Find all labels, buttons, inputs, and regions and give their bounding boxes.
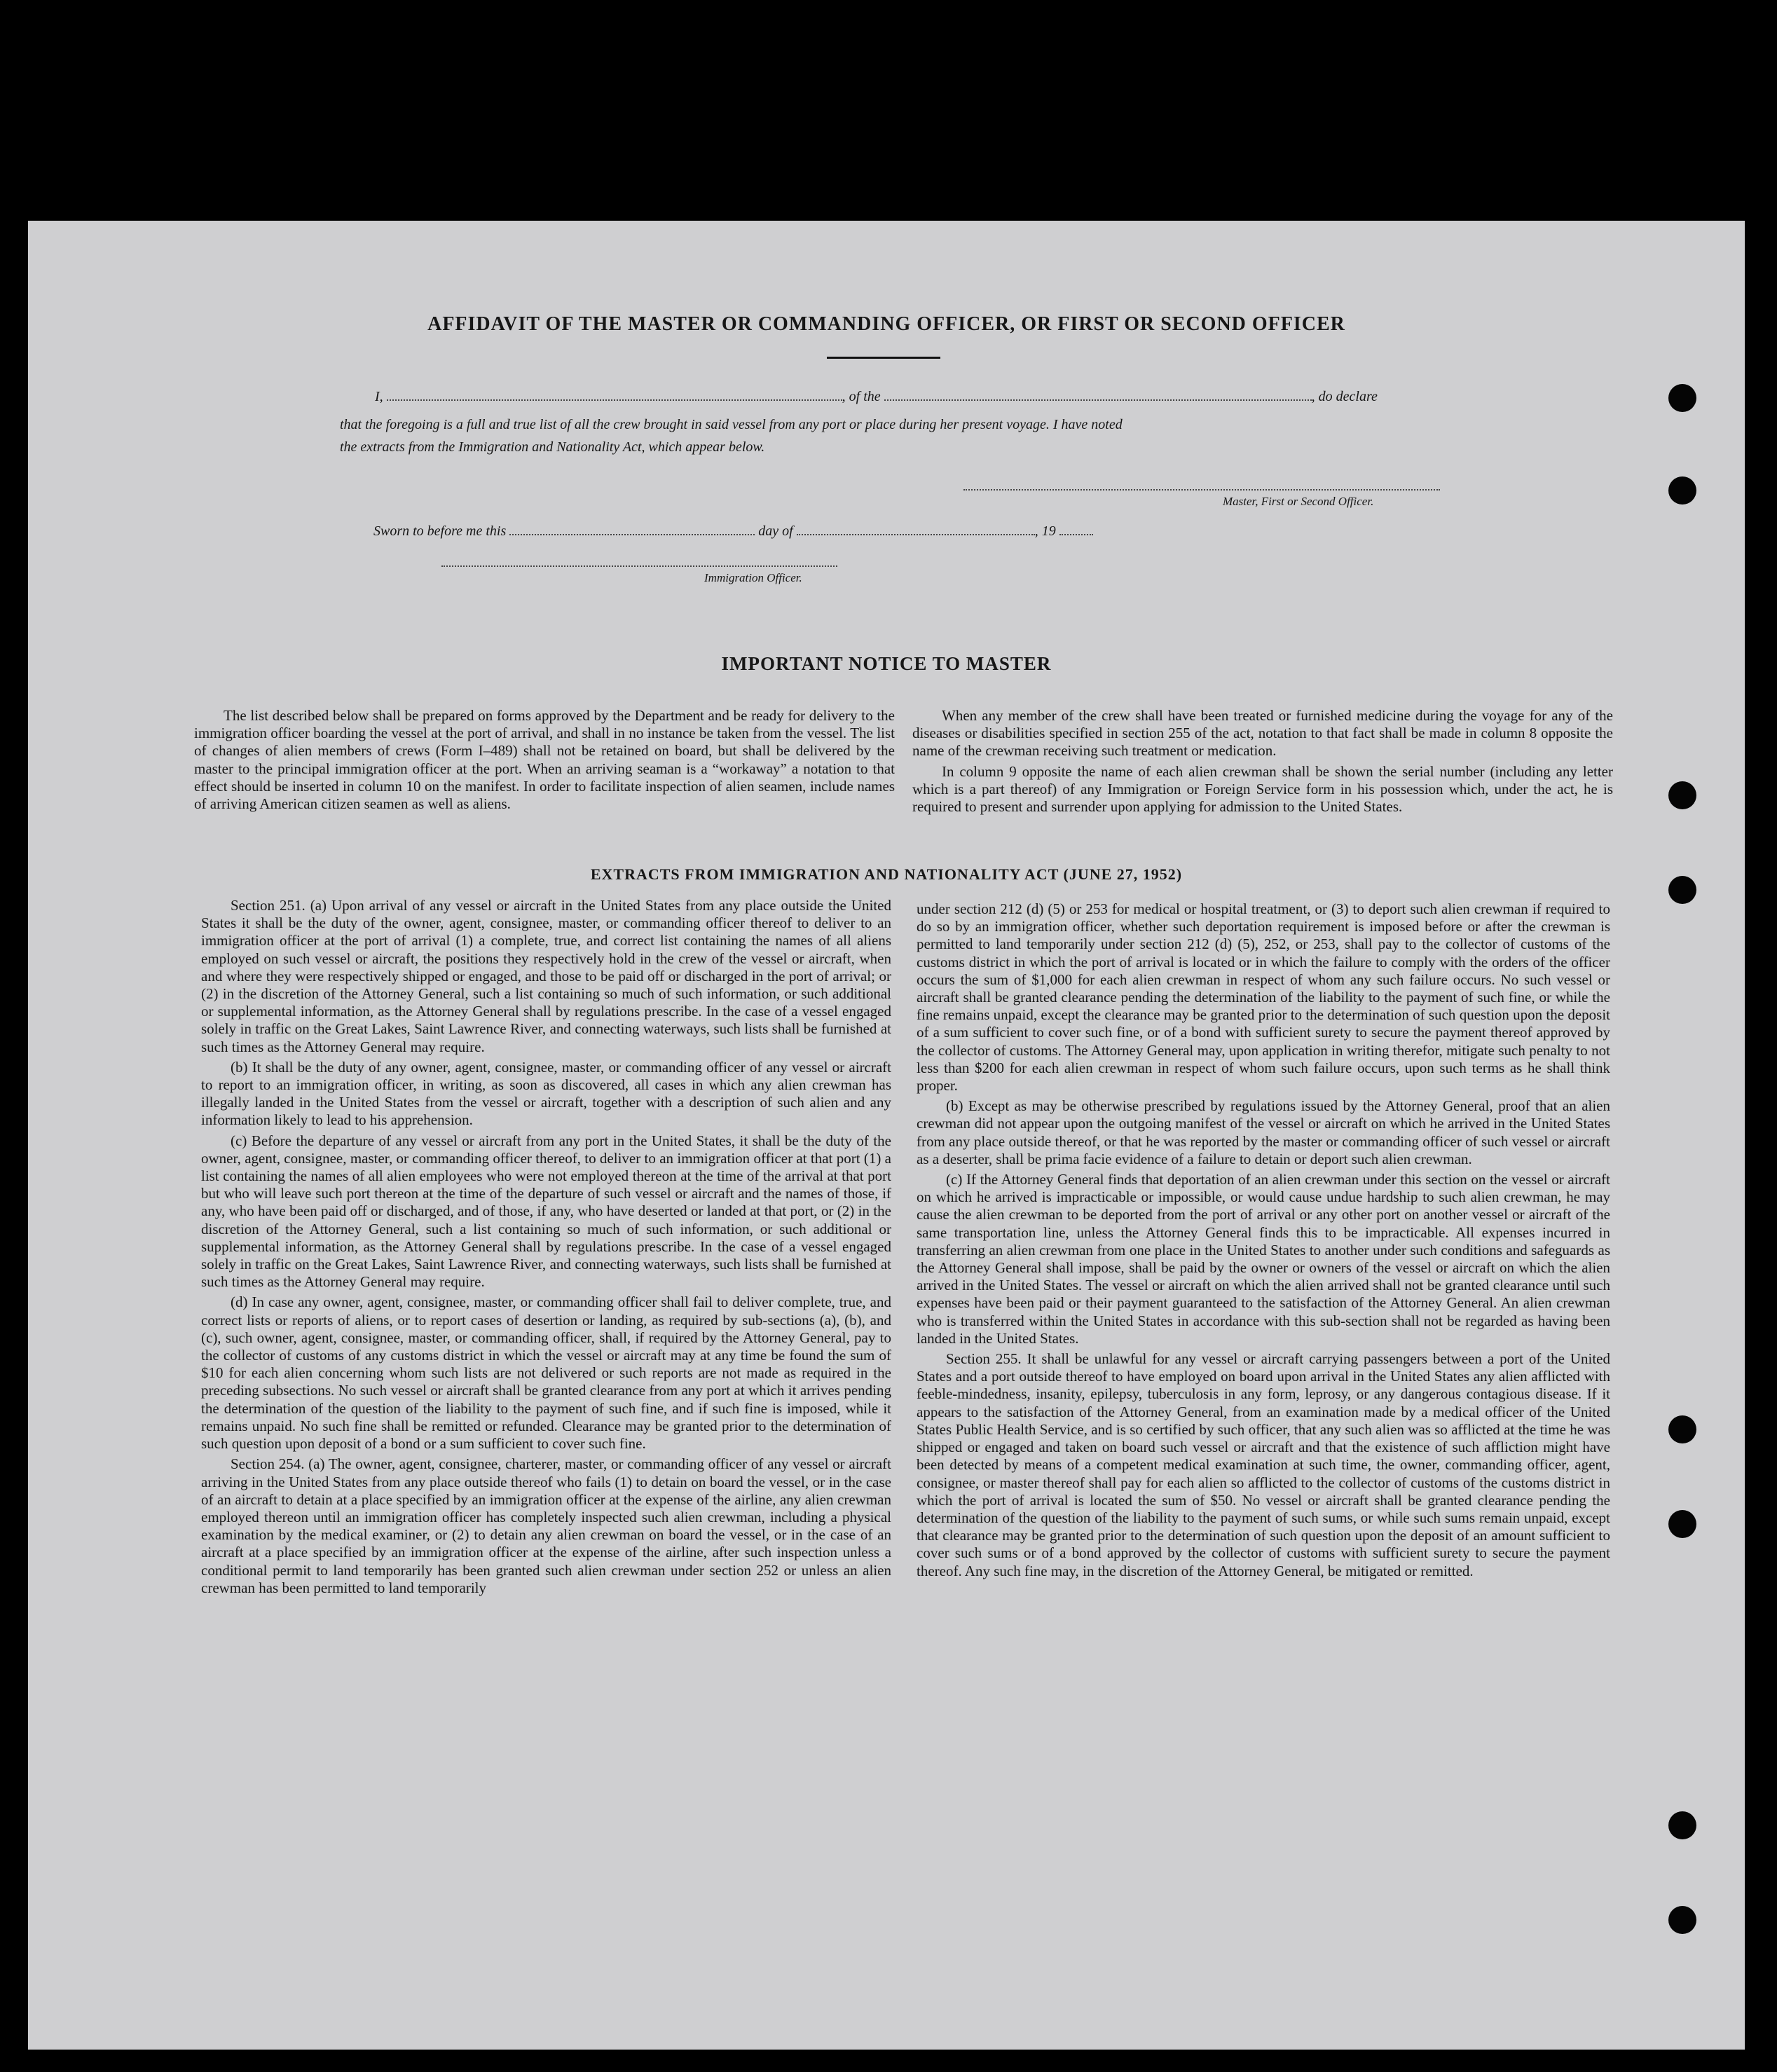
officer-caption: Immigration Officer. <box>704 571 802 584</box>
section-254-c: (c) If the Attorney General finds that deportation of an alien crewman under this section on the vessel or aircraft on which he arrived is impracticable or impossible, or would cause undue hardship to such alien crewman, he may cause the alien crewman to be deported from the port of arrival or any other port on another vessel or aircraft of the same transportation line, unless the Attorney General finds this to be impracticable. All expenses incurred in transferring an alien crewman from one place in the United States to another under such conditions and safeguards as the Attorney General shall impose, shall be paid by the owner or owners of the vessel or aircraft on which the alien arrived in the United States. The vessel or aircraft on which the alien arrived shall not be granted clearance until such expenses have been paid or their payment guaranteed to the satisfaction of the Attorney General. An alien crewman who is transferred within the United States in accordance with this sub-section shall not be regarded as having been landed in the United States. <box>917 1171 1610 1347</box>
punch-hole <box>1668 1415 1696 1443</box>
notice-left-column <box>194 707 895 816</box>
day-of-label: day of <box>758 523 793 539</box>
title-rule <box>827 357 940 359</box>
declaration-text-1: that the foregoing is a full and true list of all the crew brought in said vessel from any port or place during her present voyage. I have noted <box>340 417 1123 432</box>
section-254-b: (b) Except as may be otherwise prescribed by regulations issued by the Attorney General, proof that an alien crewman did not appear upon the outgoing manifest of the vessel or aircraft on which he arrived in the United States from any place outside thereof, or that he was reported by the master or commanding officer of such vessel or aircraft as a deserter, shall be prima facie evidence of a failure to detain or deport such alien crewman. <box>917 1097 1610 1167</box>
punch-hole <box>1668 781 1696 809</box>
notice-title: IMPORTANT NOTICE TO MASTER <box>721 653 1052 674</box>
master-signature-line[interactable] <box>963 489 1440 490</box>
declaration-line <box>375 389 1378 405</box>
master-caption: Master, First or Second Officer. <box>1223 495 1374 508</box>
extracts-left-column <box>201 897 891 1600</box>
punch-hole <box>1668 1811 1696 1839</box>
notice-right-column <box>912 707 1613 818</box>
section-251-b: (b) It shall be the duty of any owner, agent, consignee, master, or commanding officer of any vessel or aircraft to report to an immigration officer, in writing, as soon as discovered, all cases in which any alien crewman has illegally landed in the United States from the vessel or aircraft, together with a description of such alien and any information likely to lead to his apprehension. <box>201 1058 891 1129</box>
sworn-line <box>373 523 1093 540</box>
affidavit-title: AFFIDAVIT OF THE MASTER OR COMMANDING OFFICER, OR FIRST OR SECOND OFFICER <box>427 313 1345 335</box>
extracts-title: EXTRACTS FROM IMMIGRATION AND NATIONALITY ACT (JUNE 27, 1952) <box>590 865 1183 883</box>
section-251-d: (d) In case any owner, agent, consignee, master, or commanding officer shall fail to deliver complete, true, and correct lists or reports of aliens, or to report cases of desertion or landing, as required by sub-sections (a), (b), and (c), such owner, agent, consignee, master, or commanding officer, shall, if required by the Attorney General, pay to the collector of customs of any customs district in which the vessel or aircraft may at any time be found the sum of $10 for each alien concerning whom such lists are not delivered or such reports are not made as required in the preceding subsections. No such vessel or aircraft shall be granted clearance from any port at which it arrives pending the determination of the question of the liability to the payment of such fine, and if such fine is imposed, while it remains unpaid. No such fine shall be remitted or refunded. Clearance may be granted prior to the determination of such question upon deposit of a bond or a sum sufficient to cover such fine. <box>201 1294 891 1453</box>
section-251-a: Section 251. (a) Upon arrival of any vessel or aircraft in the United States from any place outside the United States it shall be the duty of the owner, agent, consignee, master, or commanding officer thereof to deliver to an immigration officer at the port of arrival (1) a complete, true, and correct list containing the names of all aliens employed on such vessel or aircraft, the positions they respectively hold in the crew of the vessel or aircraft, when and where they were respectively shipped or engaged, and those to be paid off or discharged in the port of arrival; or (2) in the discretion of the Attorney General, such a list containing so much of such information, or such additional or supplemental information, as the Attorney General shall by regulations prescribe. In the case of a vessel engaged solely in traffic on the Great Lakes, Saint Lawrence River, and connecting waterways, such lists shall be furnished at such times as the Attorney General may require. <box>201 897 891 1055</box>
vessel-field[interactable] <box>884 390 1312 401</box>
year-field[interactable] <box>1059 524 1093 535</box>
declare-i: I, <box>375 389 383 404</box>
punch-hole <box>1668 476 1696 505</box>
notice-left-paragraph: The list described below shall be prepared on forms approved by the Department and be ready for delivery to the immigration officer boarding the vessel at the port of arrival, and shall in no instance be taken from the vessel. The list of changes of alien members of crews (Form I–489) shall not be retained on board, but shall be delivered by the master to the principal immigration officer at the port. When an arriving seaman is a “workaway” a notation to that effect should be inserted in column 10 on the manifest. In order to facilitate inspection of alien seamen, include names of arriving American citizen seamen as well as aliens. <box>194 707 895 813</box>
declare-end: , do declare <box>1311 389 1378 404</box>
punch-hole <box>1668 1906 1696 1934</box>
section-255: Section 255. It shall be unlawful for any vessel or aircraft carrying passengers between a port of the United States and a port outside thereof to have employed on board upon arrival in the United States any alien afflicted with feeble-mindedness, insanity, epilepsy, tuberculosis in any form, leprosy, or any dangerous contagious disease. If it appears to the satisfaction of the Attorney General, from an examination made by a medical officer of the United States Public Health Service, and is so certified by such officer, that any such alien was so afflicted at the time he was shipped or engaged and taken on board such vessel or aircraft and that the existence of such affliction might have been detected by means of a competent medical examination at such time, the owner, commanding officer, agent, consignee, or master thereof shall pay for each alien so afflicted to the collector of customs of the customs district in which the port of arrival is located the sum of $50. No vessel or aircraft shall be granted clearance pending the determination of the question of the liability to the payment of such sums, or while such sums remain unpaid, except that clearance may be granted prior to the determination of such question upon the deposit of an amount sufficient to cover such sums or of a bond approved by the collector of customs with sufficient surety to secure the payment thereof. Any such fine may, in the discretion of the Attorney General, be mitigated or remitted. <box>917 1350 1610 1579</box>
section-254-a: Section 254. (a) The owner, agent, consignee, charterer, master, or commanding officer of any vessel or aircraft arriving in the United States from any place outside thereof who fails (1) to detain on board the vessel, or in the case of an aircraft to detain at a place specified by an immigration officer at the expense of the airline, any alien crewman employed thereon until an immigration officer has completely inspected such alien crewman, including a physical examination by the medical examiner, or (2) to detain any alien crewman on board the vessel, or in the case of an aircraft at a place specified by an immigration officer at the expense of the airline, after such inspection unless a conditional permit to land temporarily has been granted such alien crewman under section 252 or unless an alien crewman has been permitted to land temporarily <box>201 1455 891 1596</box>
declare-of: , of the <box>842 389 881 404</box>
notice-right-paragraph-2: In column 9 opposite the name of each alien crewman shall be shown the serial number (including any letter which is a part thereof) of any Immigration or Foreign Service form in his possession which, under the act, he is required to present and surrender upon applying for admission to the United States. <box>912 762 1613 816</box>
extracts-right-column <box>917 900 1610 1583</box>
sworn-label: Sworn to before me this <box>373 523 507 539</box>
month-field[interactable] <box>797 524 1035 535</box>
declaration-text-2: the extracts from the Immigration and Nationality Act, which appear below. <box>340 439 765 455</box>
document-sheet <box>28 221 1745 2050</box>
notice-right-paragraph-1: When any member of the crew shall have been treated or furnished medicine during the voyage for any of the diseases or disabilities specified in section 255 of the act, notation to that fact shall be made in column 8 opposite the name of the crewman receiving such treatment or medication. <box>912 707 1613 760</box>
punch-hole <box>1668 1510 1696 1538</box>
section-254-a-continued: under section 212 (d) (5) or 253 for medical or hospital treatment, or (3) to deport such alien crewman if required to do so by an immigration officer, whether such deportation requirement is imposed before or after the crewman is permitted to land temporarily under section 212 (d) (5), 252, or 253, shall pay to the collector of customs of the customs district in which the port of arrival is located or in which the failure to comply with the orders of the officer occurs the sum of $1,000 for each alien crewman in respect of whom any such failure occurs. No such vessel or aircraft shall be granted clearance pending the determination of the liability to the payment of such fine, or while the fine remains unpaid, except the clearance may be granted prior to the determination of such question upon the deposit of a sum sufficient to cover such fine, or of a bond with sufficient surety to secure the payment thereof approved by the collector of customs. The Attorney General may, upon application in writing therefor, mitigate such penalty to not less than $200 for each alien crewman in respect of whom such failure occurs, upon such terms as he shall think proper. <box>917 900 1610 1095</box>
section-251-c: (c) Before the departure of any vessel or aircraft from any port in the United States, it shall be the duty of the owner, agent, consignee, master, or commanding officer thereof, to deliver to an immigration officer at that port (1) a list containing the names of all alien employees who were not employed thereon at the time of the arrival at that port but who will leave such port thereon at the time of the departure of such vessel or aircraft and the names of those, if any, who have been paid off or discharged, and of those, if any, who have deserted or landed at that port, or (2) in the discretion of the Attorney General, such a list containing so much of such information, or such additional or supplemental information, as the Attorney General shall by regulations prescribe. In the case of a vessel engaged solely in traffic on the Great Lakes, Saint Lawrence River, and connecting waterways, such lists shall be furnished at such times as the Attorney General may require. <box>201 1132 891 1291</box>
name-field[interactable] <box>387 390 842 401</box>
year-label: , 19 <box>1034 523 1056 539</box>
punch-hole <box>1668 384 1696 412</box>
day-field[interactable] <box>509 524 755 535</box>
officer-signature-line[interactable] <box>441 565 837 567</box>
